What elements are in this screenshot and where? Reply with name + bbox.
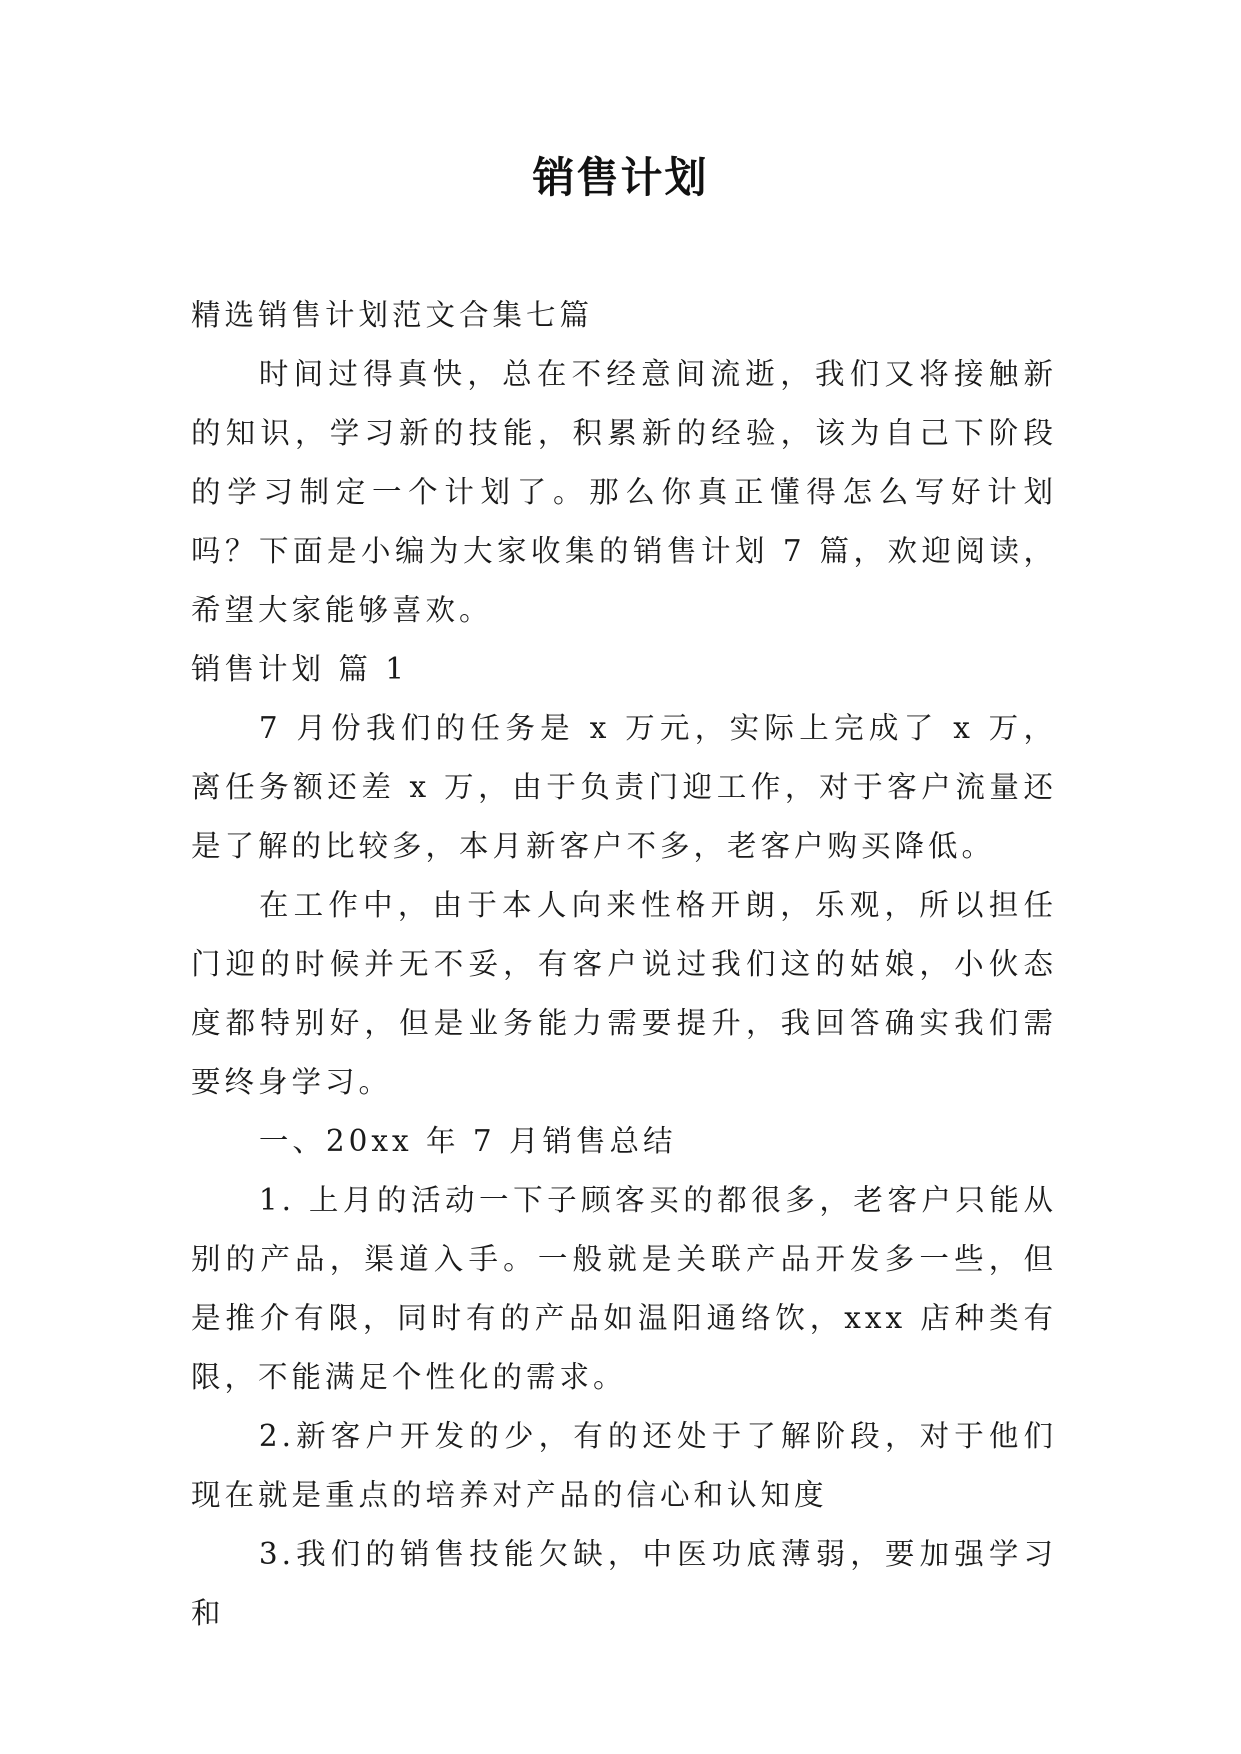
paragraph: 在工作中，由于本人向来性格开朗，乐观，所以担任门迎的时候并无不妥，有客户说过我们这的姑娘，小伙态度都特别好，但是业务能力需要提升，我回答确实我们需要终身学习。 xyxy=(191,888,1057,1099)
list-item: 3.我们的销售技能欠缺，中医功底薄弱，要加强学习和 xyxy=(191,1537,1057,1630)
list-item: 2.新客户开发的少，有的还处于了解阶段，对于他们现在就是重点的培养对产品的信心和认知度 xyxy=(191,1419,1057,1512)
section-heading: 销售计划 篇 1 xyxy=(191,652,409,686)
document-title: 销售计划 xyxy=(532,153,709,202)
list-item: 1. 上月的活动一下子顾客买的都很多，老客户只能从别的产品，渠道入手。一般就是关联产品开发多一些，但是推介有限，同时有的产品如温阳通络饮，xxx 店种类有限，不能满足个性化的需求。 xyxy=(191,1183,1057,1394)
paragraph-intro: 时间过得真快，总在不经意间流逝，我们又将接触新的知识，学习新的技能，积累新的经验，该为自己下阶段的学习制定一个计划了。那么你真正懂得怎么写好计划吗？下面是小编为大家收集的销售计划 7 篇，欢迎阅读，希望大家能够喜欢。 xyxy=(191,357,1057,627)
paragraph: 7 月份我们的任务是 x 万元，实际上完成了 x 万，离任务额还差 x 万，由于负责门迎工作，对于客户流量还是了解的比较多，本月新客户不多，老客户购买降低。 xyxy=(191,711,1057,863)
paragraph-subtitle: 精选销售计划范文合集七篇 xyxy=(191,298,594,332)
document-body xyxy=(191,286,1057,1643)
subsection-heading: 一、20xx 年 7 月销售总结 xyxy=(258,1124,677,1158)
